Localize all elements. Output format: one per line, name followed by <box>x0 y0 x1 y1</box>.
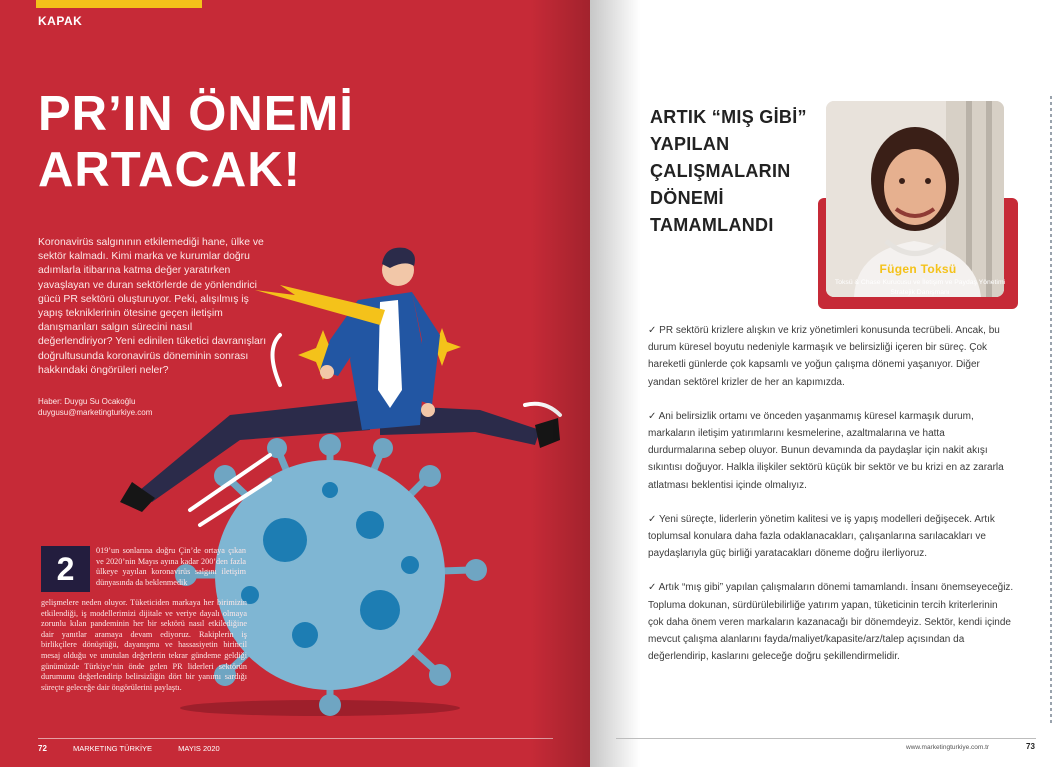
byline-author: Haber: Duygu Su Ocakoğlu <box>38 397 136 406</box>
interviewee-role: Toksü & Chase Kurucusu ve İletişim ve Paydaş Yönetimi Stratejik Danışmanı <box>834 279 1006 296</box>
article-title: ARTIK “MIŞ GİBİ” YAPILAN ÇALIŞMALARIN DÖNEMİ TAMAMLANDI <box>650 107 807 235</box>
section-label: KAPAK <box>38 14 83 28</box>
page-number-right: 73 <box>1026 742 1035 751</box>
section-bar <box>36 0 202 8</box>
issue-date: MAYIS 2020 <box>178 744 220 753</box>
right-page <box>590 0 1058 767</box>
interviewee-name: Fügen Toksü <box>879 262 957 276</box>
article-paragraph: ✓ Artık “mış gibi” yapılan çalışmaların dönemi tamamlandı. İnsanı önemseyeceğiz. Topluma dokunan, sürdürülebilirliğe yatırım yapan, tüketicinin tercih kriterlerinin çok daha önem veren markaların kazanacağı bir dönemdeyiz. Sektör, kendi içinde mevcut çalışma alanlarını fayda/maliyet/kapasite/arz/talep açısından da değerlendirip, kaslarını geleceğe doğru şekillendirmelidir. <box>648 582 1014 663</box>
body-text-rest: gelişmelere neden oluyor. Tüketiciden markaya her birimizin etkilendiği, iş modellerimizi dijitale ve veriye dayalı olmaya zorunlu kılan pandeminin her bir sektörü nasıl etkilediğine dair yanıtlar aramaya devam ediyoruz. Rakiplerin iş birlikçilere dönüştüğü, dayanışma ve hassasiyetin birincil mesaj olduğu ve unutulan değerlerin tekrar gündeme geldiği günümüzde Türkiye’nin önde gelen PR liderleri sektörün durumunu değerlendirip belirsizliğin dört bir yanımı sardığı süreçte geleceğe dair öngörülerini paylaştı. <box>41 598 247 692</box>
footer-divider-right <box>616 738 1036 739</box>
dropcap: 2 <box>41 546 90 592</box>
page-number-left: 72 <box>38 744 47 753</box>
website-url: www.marketingturkiye.com.tr <box>906 744 990 751</box>
page-fold-shadow <box>590 0 640 767</box>
page-spine-shadow <box>530 0 590 767</box>
left-footer <box>38 744 244 753</box>
page-edge-dots <box>1050 96 1052 726</box>
article-paragraph: ✓ Ani belirsizlik ortamı ve önceden yaşanmamış küresel karmaşık durum, markaların iletişim yatırımlarını kesmelerine, azaltmalarına ve hatta durdurmalarına sebep oluyor. Bunun devamında da paydaşlar için nakit akışı sıkıntısı doğuyor. Halkla ilişkiler sektörü küçük bir sektör ve bu krizi en az zararla atlatması beklentisi içinde olmalıyız. <box>648 410 1004 491</box>
headline <box>38 86 354 198</box>
headline-line-2: ARTACAK! <box>38 143 301 197</box>
byline-email: duygusu@marketingturkiye.com <box>38 408 153 417</box>
footer-divider <box>38 738 553 739</box>
magazine-name: MARKETING TÜRKİYE <box>73 744 153 753</box>
headline-line-1: PR’IN ÖNEMİ <box>38 87 354 141</box>
intro-paragraph: Koronavirüs salgınının etkilemediği hane, ülke ve sektör kalmadı. Kimi marka ve kurumlar doğru adımlarla itibarına katma değer yaratırken yavaşlayan ve duran sektörlerde de yönlendirici gücü PR sektörü oluşturuyor. Peki, alışılmış iş yapış tekniklerinin ötesine geçen iletişim danışmanları salgın sürecini nasıl değerlendiriyor? Yeni edinilen tüketici davranışları doğrultusunda koronavirüs döneminin sonrası hakkındaki öngörüleri neler? <box>38 237 267 376</box>
article-paragraph: ✓ PR sektörü krizlere alışkın ve kriz yönetimleri konusunda tecrübeli. Ancak, bu durum küresel boyutu nedeniyle karmaşık ve belirsizliği içeren bir süreç. Çok hareketli günlerde çok kapsamlı ve yoğun çalışma dönemi yaşanıyor. Diğer yandan sektörel krizler de her an kapımızda. <box>648 325 1000 388</box>
article-body <box>648 322 1014 682</box>
body-text-first: 019’un sonlarına doğru Çin’de ortaya çıkan ve 2020’nin Mayıs ayına kadar 200’den fazla ülkeye yayılan koronavirüs salgını iletişim dünyasında da beklenmedik <box>96 546 246 587</box>
article-paragraph: ✓ Yeni süreçte, liderlerin yönetim kalitesi ve iş yapış modelleri değişecek. Artık toplumsal konulara daha fazla odaklanacakları, çalışanlarına sarılacakları ve paydaşlarıyla güç birliği yaratacakları döneme doğru ilerliyoruz. <box>648 513 995 560</box>
